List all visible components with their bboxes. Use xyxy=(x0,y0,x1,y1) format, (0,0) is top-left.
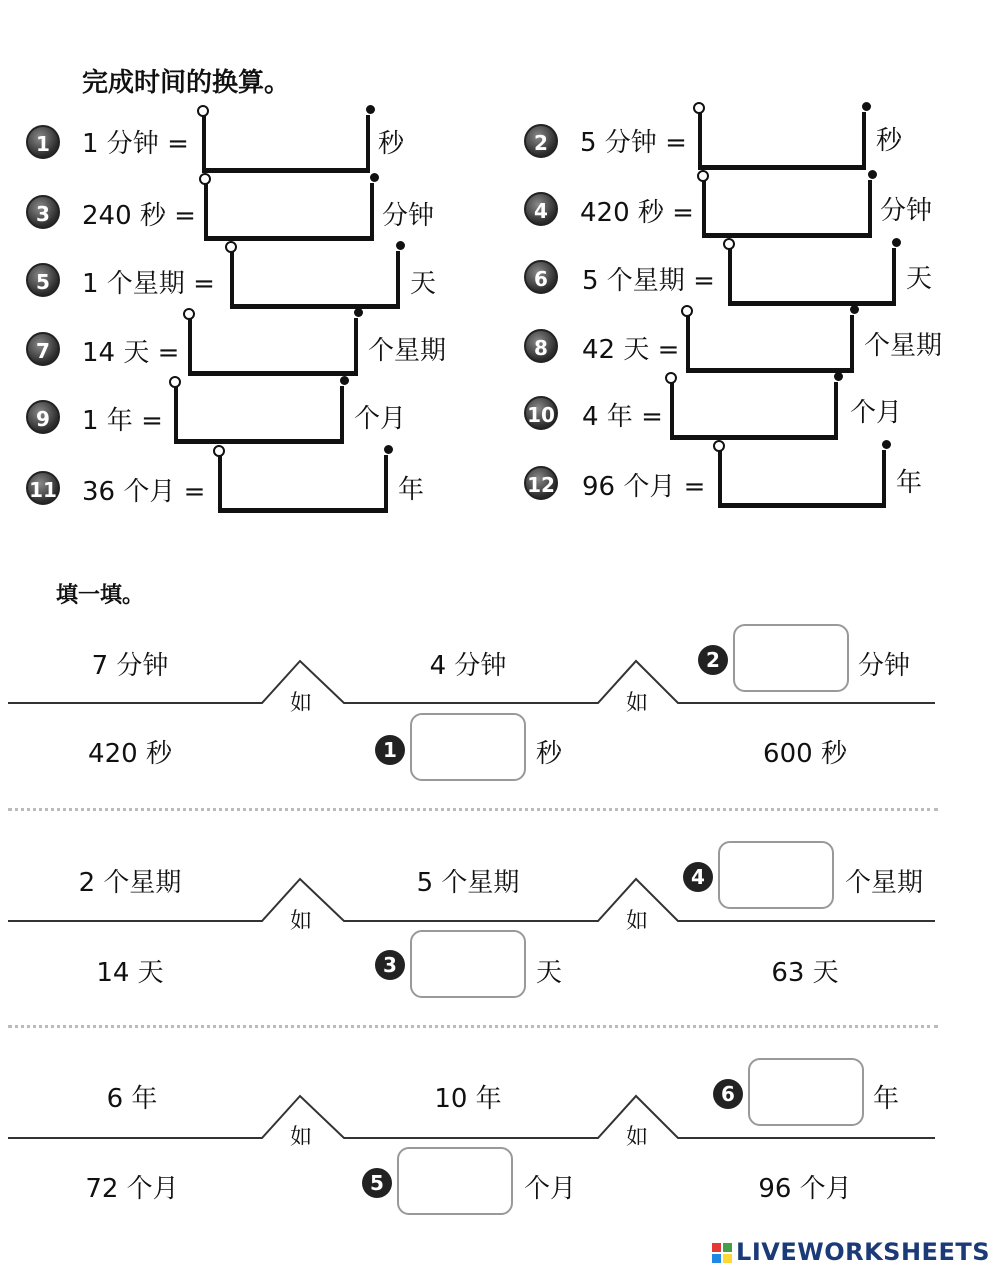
unit-label: 天 xyxy=(410,269,437,299)
unit-label: 秒 xyxy=(378,129,405,159)
question-text: 5 个星期 = xyxy=(582,266,715,296)
question-number: 11 xyxy=(26,471,60,505)
question-number: 6 xyxy=(524,260,558,294)
question-number: 1 xyxy=(26,125,60,159)
question-text: 96 个月 = xyxy=(582,472,706,502)
answer-bracket[interactable] xyxy=(230,251,400,309)
middle-unit: 天 xyxy=(536,958,563,988)
unit-label: 秒 xyxy=(876,126,903,156)
unit-label: 个月 xyxy=(354,404,407,434)
ru-label: 如 xyxy=(290,1125,313,1150)
question-text: 36 个月 = xyxy=(82,477,206,507)
divider xyxy=(8,1025,938,1028)
ru-label: 如 xyxy=(290,691,313,716)
question-number: 9 xyxy=(26,400,60,434)
blank-number: 1 xyxy=(375,735,405,765)
question-text: 420 秒 = xyxy=(580,198,694,228)
left-bottom: 72 个月 xyxy=(85,1174,179,1204)
answer-bracket[interactable] xyxy=(204,183,374,241)
brand-text: LIVEWORKSHEETS xyxy=(736,1238,990,1266)
question-text: 1 年 = xyxy=(82,406,163,436)
blank-number: 5 xyxy=(362,1168,392,1198)
ru-label: 如 xyxy=(626,1125,649,1150)
question-text: 4 年 = xyxy=(582,402,663,432)
blank-number: 2 xyxy=(698,645,728,675)
answer-bracket[interactable] xyxy=(718,450,886,508)
question-text: 240 秒 = xyxy=(82,201,196,231)
middle-top: 4 分钟 xyxy=(429,651,507,681)
logo-icon xyxy=(712,1243,732,1263)
question-number: 5 xyxy=(26,263,60,297)
answer-bracket[interactable] xyxy=(202,115,370,173)
question-number: 8 xyxy=(524,329,558,363)
question-text: 5 分钟 = xyxy=(580,128,687,158)
left-top: 7 分钟 xyxy=(91,651,169,681)
right-bottom: 63 天 xyxy=(771,958,839,988)
left-top: 6 年 xyxy=(106,1084,158,1114)
blank-number: 3 xyxy=(375,950,405,980)
right-unit: 分钟 xyxy=(858,651,911,681)
ru-label: 如 xyxy=(626,691,649,716)
question-number: 10 xyxy=(524,396,558,430)
divider xyxy=(8,808,938,811)
unit-label: 天 xyxy=(906,264,933,294)
question-number: 4 xyxy=(524,192,558,226)
middle-top: 10 年 xyxy=(434,1084,502,1114)
question-text: 42 天 = xyxy=(582,335,680,365)
unit-label: 年 xyxy=(896,468,923,498)
blank-number: 6 xyxy=(713,1079,743,1109)
left-top: 2 个星期 xyxy=(78,868,182,898)
answer-bracket[interactable] xyxy=(686,315,854,373)
liveworksheets-logo xyxy=(712,1238,990,1266)
answer-box[interactable] xyxy=(733,624,849,692)
answer-bracket[interactable] xyxy=(670,382,838,440)
right-bottom: 600 秒 xyxy=(763,739,847,769)
answer-bracket[interactable] xyxy=(174,386,344,444)
answer-bracket[interactable] xyxy=(188,318,358,376)
left-bottom: 420 秒 xyxy=(88,739,172,769)
unit-label: 年 xyxy=(398,475,425,505)
answer-box[interactable] xyxy=(748,1058,864,1126)
ru-label: 如 xyxy=(290,909,313,934)
middle-unit: 秒 xyxy=(536,739,563,769)
unit-label: 分钟 xyxy=(382,201,435,231)
middle-top: 5 个星期 xyxy=(416,868,520,898)
question-number: 7 xyxy=(26,332,60,366)
middle-unit: 个月 xyxy=(524,1174,577,1204)
question-text: 1 个星期 = xyxy=(82,269,215,299)
question-number: 3 xyxy=(26,195,60,229)
right-unit: 个星期 xyxy=(845,868,924,898)
question-text: 1 分钟 = xyxy=(82,129,189,159)
left-bottom: 14 天 xyxy=(96,958,164,988)
answer-bracket[interactable] xyxy=(728,248,896,306)
question-number: 12 xyxy=(524,466,558,500)
answer-bracket[interactable] xyxy=(218,455,388,513)
answer-bracket[interactable] xyxy=(702,180,872,238)
unit-label: 个星期 xyxy=(368,336,447,366)
right-unit: 年 xyxy=(873,1084,900,1114)
answer-box[interactable] xyxy=(718,841,834,909)
right-bottom: 96 个月 xyxy=(758,1174,852,1204)
answer-box[interactable] xyxy=(410,930,526,998)
answer-bracket[interactable] xyxy=(698,112,866,170)
section1-title: 完成时间的换算。 xyxy=(82,68,291,98)
unit-label: 分钟 xyxy=(880,196,933,226)
question-text: 14 天 = xyxy=(82,338,180,368)
question-number: 2 xyxy=(524,124,558,158)
blank-number: 4 xyxy=(683,862,713,892)
section2-title: 填一填。 xyxy=(56,583,145,608)
unit-label: 个星期 xyxy=(864,331,943,361)
ru-label: 如 xyxy=(626,909,649,934)
answer-box[interactable] xyxy=(410,713,526,781)
unit-label: 个月 xyxy=(850,398,903,428)
answer-box[interactable] xyxy=(397,1147,513,1215)
